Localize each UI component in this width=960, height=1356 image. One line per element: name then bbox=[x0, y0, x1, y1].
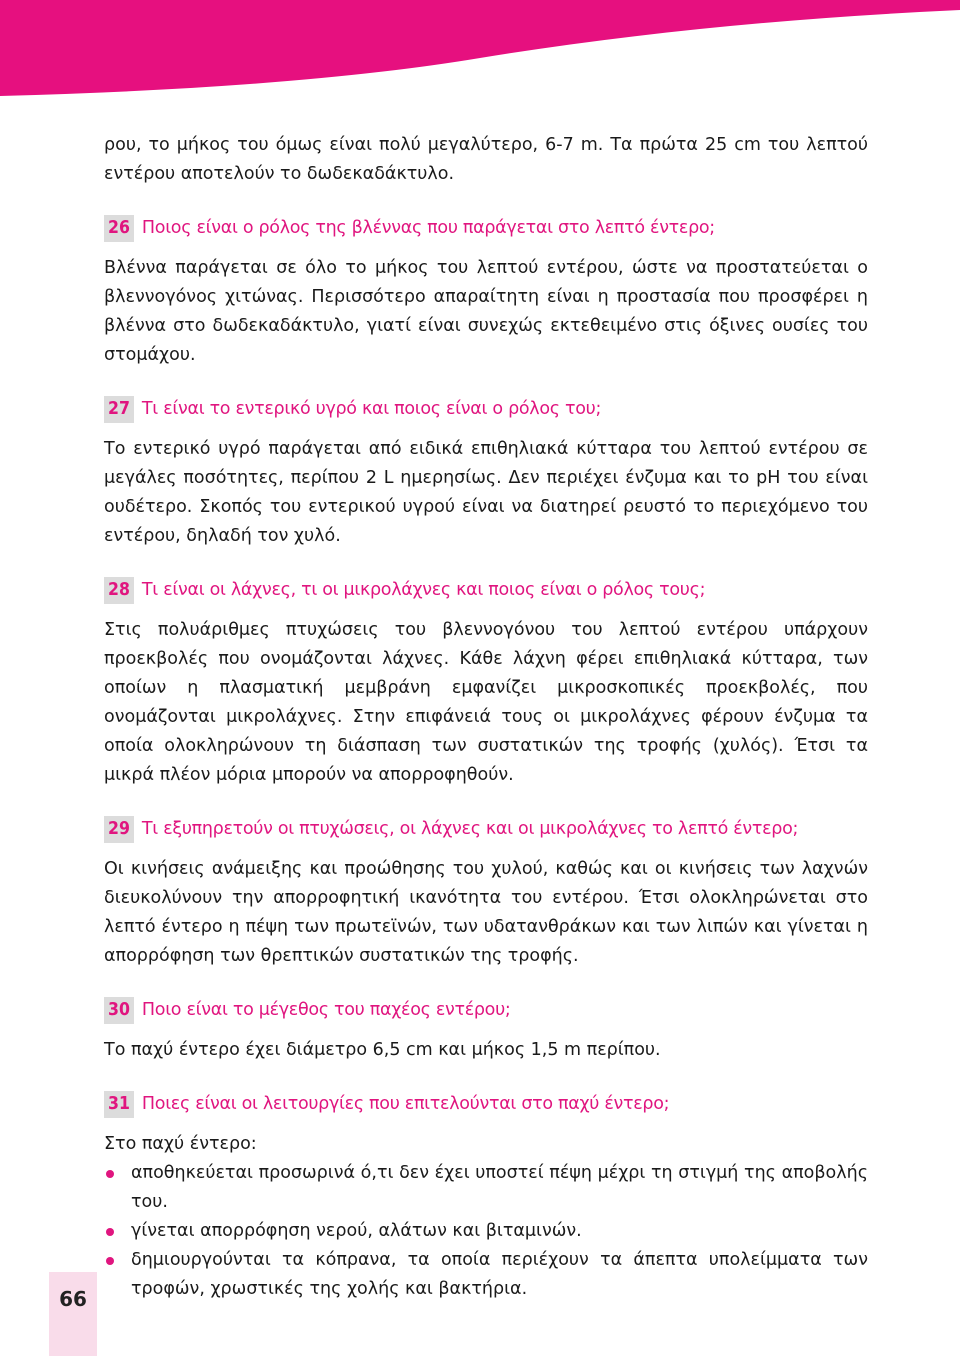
list-item bbox=[104, 1246, 868, 1304]
answer-28: Στις πολυάριθμες πτυχώσεις του βλεννογόνου του λεπτού εντέρου υπάρχουν προεκβολές που ονομάζονται λάχνες. Κάθε λάχνη φέρει επιθηλιακά κύτταρα, των οποίων η πλασματική μεμβράνη εμφανίζει μικροσκοπικές προεκβολές, που ονομάζονται μικρολάχνες. Στην επιφάνειά τους οι μικρολάχνες φέρουν ένζυμα τα οποία ολοκληρώνουν τη διάσπαση των συστατικών της τροφής (χυλός). Έτσι τα μικρά πλέον μόρια μπορούν να απορροφηθούν. bbox=[104, 620, 868, 785]
page-content bbox=[104, 131, 868, 1304]
question-number: 26 bbox=[104, 215, 134, 242]
question-text: Ποιες είναι οι λειτουργίες που επιτελούνται στο παχύ έντερο; bbox=[141, 1094, 670, 1114]
intro-paragraph: ρου, το μήκος του όμως είναι πολύ μεγαλύτερο, 6-7 m. Τα πρώτα 25 cm του λεπτού εντέρου αποτελούν το δωδεκαδάκτυλο. bbox=[104, 135, 868, 184]
answer-31-list bbox=[104, 1159, 868, 1304]
list-item-text: αποθηκεύεται προσωρινά ό,τι δεν έχει υποστεί πέψη μέχρι τη στιγμή της αποβολής του. bbox=[131, 1163, 868, 1212]
question-27 bbox=[104, 396, 868, 423]
list-item-text: δημιουργούνται τα κόπρανα, τα οποία περιέχουν τα άπεπτα υπολείμματα των τροφών, χρωστικές της χολής και βακτήρια. bbox=[131, 1250, 868, 1299]
bullet-icon bbox=[106, 1228, 114, 1236]
question-text: Τι είναι οι λάχνες, τι οι μικρολάχνες και ποιος είναι ο ρόλος τους; bbox=[141, 580, 706, 600]
header-band-shape bbox=[0, 0, 960, 100]
question-28 bbox=[104, 577, 868, 604]
page-number: 66 bbox=[59, 1287, 87, 1311]
answer-30: Το παχύ έντερο έχει διάμετρο 6,5 cm και μήκος 1,5 m περίπου. bbox=[104, 1040, 661, 1060]
question-text: Ποιος είναι ο ρόλος της βλέννας που παράγεται στο λεπτό έντερο; bbox=[141, 218, 715, 238]
answer-26: Βλέννα παράγεται σε όλο το μήκος του λεπτού εντέρου, ώστε να προστατεύεται ο βλεννογόνος χιτώνας. Περισσότερο απαραίτητη είναι η προστασία που προσφέρει η βλέννα στο δωδεκαδάκτυλο, γιατί είναι συνεχώς εκτεθειμένο στις όξινες ουσίες του στομάχου. bbox=[104, 258, 868, 365]
question-number: 31 bbox=[104, 1091, 134, 1118]
question-number: 30 bbox=[104, 997, 134, 1024]
question-number: 27 bbox=[104, 396, 134, 423]
question-text: Τι είναι το εντερικό υγρό και ποιος είναι ο ρόλος του; bbox=[141, 399, 602, 419]
bullet-icon bbox=[106, 1257, 114, 1265]
answer-31-intro: Στο παχύ έντερο: bbox=[104, 1134, 257, 1154]
question-number: 28 bbox=[104, 577, 134, 604]
question-29 bbox=[104, 816, 868, 843]
header-band bbox=[0, 0, 960, 100]
list-item bbox=[104, 1217, 868, 1246]
page-number-tab bbox=[49, 1272, 97, 1356]
list-item-text: γίνεται απορρόφηση νερού, αλάτων και βιταμινών. bbox=[131, 1221, 582, 1241]
list-item bbox=[104, 1159, 868, 1217]
question-text: Ποιο είναι το μέγεθος του παχέος εντέρου; bbox=[141, 1000, 511, 1020]
answer-29: Οι κινήσεις ανάμειξης και προώθησης του χυλού, καθώς και οι κινήσεις των λαχνών διευκολύνουν την απορροφητική ικανότητα του εντέρου. Έτσι ολοκληρώνεται στο λεπτό έντερο η πέψη των πρωτεϊνών, των υδατανθράκων και των λιπών και γίνεται η απορρόφηση των θρεπτικών συστατικών της τροφής. bbox=[104, 859, 868, 966]
question-number: 29 bbox=[104, 816, 134, 843]
question-31 bbox=[104, 1091, 868, 1118]
bullet-icon bbox=[106, 1170, 114, 1178]
question-26 bbox=[104, 215, 868, 242]
question-30 bbox=[104, 997, 868, 1024]
question-text: Τι εξυπηρετούν οι πτυχώσεις, οι λάχνες και οι μικρολάχνες το λεπτό έντερο; bbox=[141, 819, 799, 839]
answer-27: Το εντερικό υγρό παράγεται από ειδικά επιθηλιακά κύτταρα του λεπτού εντέρου σε μεγάλες ποσότητες, περίπου 2 L ημερησίως. Δεν περιέχει ένζυμα και το pH του είναι ουδέτερο. Σκοπός του εντερικού υγρού είναι να διατηρεί ρευστό το περιεχόμενο του εντέρου, δηλαδή τον χυλό. bbox=[104, 439, 868, 546]
